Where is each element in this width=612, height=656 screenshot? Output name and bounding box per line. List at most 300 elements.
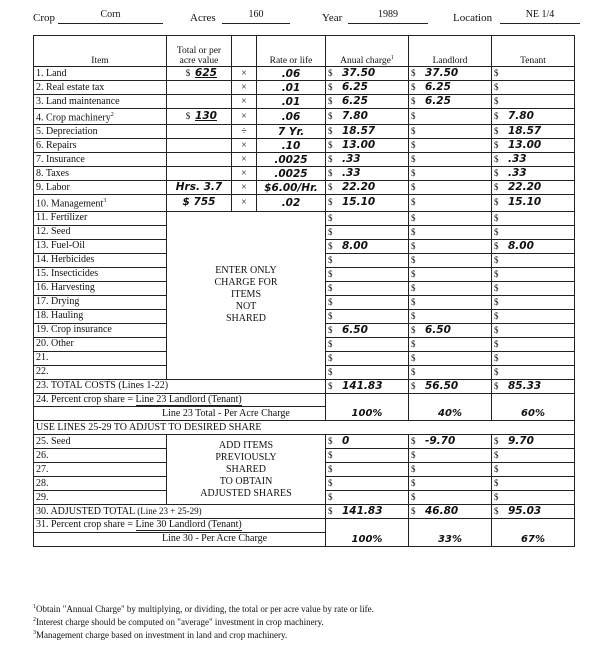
table-row [34,167,575,181]
annual-charge [326,253,409,267]
annual-charge-value: .33 [342,153,361,166]
total-costs-row [34,379,575,393]
dollar-sign: $ [328,240,333,251]
dollar-sign: $ [328,197,333,208]
dollar-sign: $ [494,254,499,265]
total-value: Hrs. 3.7 [167,181,232,195]
total-value: $ 625 [167,67,232,81]
dollar-sign: $ [494,282,499,293]
landlord-charge [409,253,492,267]
landlord-charge [409,81,492,95]
landlord-charge [409,281,492,295]
landlord-charge-value: 37.50 [425,67,459,79]
landlord-charge [409,337,492,351]
annual-charge [326,477,409,491]
operator: × [232,195,257,211]
dollar-sign: $ [411,450,416,461]
dollar-sign: $ [411,324,416,335]
annual-charge [326,239,409,253]
operator: × [232,139,257,153]
table-row [34,435,575,449]
landlord-charge [409,67,492,81]
dollar-sign: $ [328,310,333,321]
tenant-charge [492,491,575,505]
footnotes [33,602,374,641]
dollar-sign: $ [494,324,499,335]
tenant-charge-value: 9.70 [508,435,534,448]
annual-charge [326,309,409,323]
dollar-sign: $ [494,154,499,165]
row-label: 18. Hauling [34,309,167,323]
table-row [34,211,575,225]
annual-charge [326,109,409,125]
table-row [34,139,575,153]
tenant-charge [492,139,575,153]
dollar-sign: $ [411,268,416,279]
annual-charge-value: 13.00 [342,139,376,152]
dollar-sign: $ [411,212,416,223]
dollar-sign: $ [411,464,416,475]
dollar-sign: $ [494,182,499,193]
adjusted-landlord-value: 46.80 [425,505,459,518]
tenant-charge [492,295,575,309]
landlord-charge [409,139,492,153]
annual-charge [326,295,409,309]
row-label: 14. Herbicides [34,253,167,267]
landlord-charge [409,365,492,379]
footnote-1: $^1$Obtain "Annual Charge" by multiplying, or dividing, the total or per acre value by rate or life. [33,604,374,614]
dollar-sign: $ [328,268,333,279]
annual-charge [326,267,409,281]
landlord-charge [409,109,492,125]
operator: × [232,67,257,81]
dollar-sign: $ [411,182,416,193]
row-label: 27. [34,463,167,477]
row-label: 22. [34,365,167,379]
operator: ÷ [232,125,257,139]
dollar-sign: $ [411,96,416,106]
annual-charge-value: 6.50 [342,323,368,336]
row-label: 12. Seed [34,225,167,239]
tenant-charge [492,477,575,491]
annual-charge-value: 0 [342,435,350,448]
dollar-sign: $ [411,478,416,489]
row-label: 19. Crop insurance [34,323,167,337]
dollar-sign: $ [411,111,416,122]
row-label: 5. Depreciation [34,125,167,139]
dollar-sign: $ [494,126,499,137]
row-label: 4. Crop machinery$^2$ [34,109,167,125]
dollar-sign: $ [411,366,416,377]
total-landlord [409,379,492,393]
operator: × [232,109,257,125]
annual-charge [326,337,409,351]
total-value [167,167,232,181]
annual-charge [326,225,409,239]
landlord-charge [409,309,492,323]
tenant-charge [492,351,575,365]
pct-share-31-annual: 100% [326,519,409,547]
dollar-sign: $ [328,352,333,363]
dollar-sign: $ [411,226,416,237]
landlord-charge [409,491,492,505]
annual-charge-value: 15.10 [342,196,376,209]
total-value [167,125,232,139]
dollar-sign: $ [411,254,416,265]
dollar-sign: $ [411,380,416,391]
landlord-charge [409,195,492,211]
crop-label: Crop [33,12,55,24]
dollar-sign: $ [328,506,333,517]
total-value [167,95,232,109]
footnote-3: $^3$Management charge based on investment in land and crop machinery. [33,630,288,640]
tenant-charge [492,365,575,379]
rate-value: .06 [257,67,326,81]
tenant-charge [492,267,575,281]
annual-charge [326,323,409,337]
dollar-sign: $ [411,352,416,363]
rate-value: .0025 [257,167,326,181]
tenant-charge-value: .33 [508,167,527,180]
annual-charge [326,95,409,109]
pct-share-24-landlord: 40% [409,393,492,421]
rate-value: .10 [257,139,326,153]
tenant-charge [492,81,575,95]
tenant-charge [492,239,575,253]
adjusted-total-row [34,505,575,519]
landlord-charge [409,239,492,253]
dollar-sign: $ [411,197,416,208]
dollar-sign: $ [411,240,416,251]
annual-charge [326,365,409,379]
total-landlord-value: 56.50 [425,379,459,392]
operator: × [232,167,257,181]
year-label: Year [322,12,343,24]
dollar-sign: $ [494,268,499,279]
dollar-sign: $ [411,82,416,92]
landlord-charge [409,125,492,139]
row-label: 21. [34,351,167,365]
landlord-charge [409,211,492,225]
row-label: 1. Land [34,67,167,81]
budget-table [33,35,575,547]
tenant-charge [492,281,575,295]
tenant-charge-value: 18.57 [508,125,542,138]
pct-share-31-tenant: 67% [492,519,575,547]
landlord-charge [409,323,492,337]
tenant-charge-value: 7.80 [508,110,534,123]
tenant-charge [492,153,575,167]
year-value: 1989 [348,9,428,24]
table-row [34,181,575,195]
dollar-sign: $ [494,478,499,489]
tenant-charge-value: 15.10 [508,196,542,209]
table-row [34,81,575,95]
dollar-sign: $ [328,324,333,335]
dollar-sign: $ [328,478,333,489]
table-row [34,195,575,211]
total-annual [326,379,409,393]
row-label: 10. Management$^3$ [34,195,167,211]
location-value: NE 1/4 [500,9,580,24]
tenant-charge [492,67,575,81]
dollar-sign: $ [494,506,499,517]
acres-label: Acres [190,12,216,24]
dollar-sign: $ [328,296,333,307]
dollar-sign: $ [411,282,416,293]
row-label: 11. Fertilizer [34,211,167,225]
total-value: $ 130 [167,109,232,125]
tenant-charge [492,309,575,323]
pct-share-31-landlord: 33% [409,519,492,547]
tenant-charge [492,125,575,139]
rate-value: .02 [257,195,326,211]
tenant-charge [492,337,575,351]
landlord-charge [409,153,492,167]
dollar-sign: $ [328,450,333,461]
tenant-charge [492,181,575,195]
dollar-sign: $ [328,96,333,106]
dollar-sign: $ [328,226,333,237]
table-row [34,109,575,125]
dollar-sign: $ [411,310,416,321]
row-label: 2. Real estate tax [34,81,167,95]
rate-value: .01 [257,95,326,109]
row-label: 3. Land maintenance [34,95,167,109]
row-label: 17. Drying [34,295,167,309]
pct-share-31-row [34,519,575,533]
annual-charge [326,81,409,95]
dollar-sign: $ [494,366,499,377]
landlord-charge [409,449,492,463]
col-landlord: Landlord [409,36,492,67]
dollar-sign: $ [328,254,333,265]
total-tenant-value: 85.33 [508,379,542,392]
annual-charge [326,449,409,463]
dollar-sign: $ [328,366,333,377]
location-label: Location [453,12,493,24]
col-item: Item [34,36,167,67]
rate-value: 7 Yr. [257,125,326,139]
col-op [232,36,257,67]
table-row [34,67,575,81]
total-tenant [492,379,575,393]
tenant-charge [492,323,575,337]
col-annual: Anual charge$^1$ [326,36,409,67]
annual-charge [326,139,409,153]
pct-share-31-denominator: Line 30 - Per Acre Charge [34,532,326,546]
row-label: 16. Harvesting [34,281,167,295]
landlord-charge-value: 6.25 [425,95,451,107]
pct-share-31-label: 31. Percent crop share = Line 30 Landlord (Tenant) [34,519,326,533]
dollar-sign: $ [328,82,333,92]
annual-charge [326,351,409,365]
dollar-sign: $ [494,338,499,349]
dollar-sign: $ [494,226,499,237]
dollar-sign: $ [411,126,416,137]
dollar-sign: $ [328,140,333,151]
tenant-charge [492,109,575,125]
operator: × [232,95,257,109]
dollar-sign: $ [411,140,416,151]
pct-share-24-label: 24. Percent crop share = Line 23 Landlord (Tenant) [34,393,326,407]
dollar-sign: $ [328,212,333,223]
annual-charge-value: 37.50 [342,67,376,79]
pct-share-24-annual: 100% [326,393,409,421]
operator: × [232,181,257,195]
total-annual-value: 141.83 [342,379,383,392]
dollar-sign: $ [411,154,416,165]
dollar-sign: $ [494,436,499,447]
dollar-sign: $ [328,436,333,447]
adjusted-tenant-value: 95.03 [508,505,542,518]
landlord-charge [409,295,492,309]
adjusted-tenant [492,505,575,519]
annual-charge-value: 8.00 [342,239,368,252]
row-label: 20. Other [34,337,167,351]
annual-charge-value: 6.25 [342,95,368,107]
tenant-charge [492,225,575,239]
dollar-sign: $ [494,197,499,208]
tenant-charge [492,449,575,463]
row-label: 25. Seed [34,435,167,449]
add-items-box: ADD ITEMS PREVIOUSLY SHARED TO OBTAIN ADJUSTED SHARES [167,435,326,505]
adjusted-total-label: 30. ADJUSTED TOTAL (Line 23 + 25-29) [34,505,326,519]
adjust-heading-row [34,421,575,435]
annual-charge [326,125,409,139]
annual-charge-value: 7.80 [342,110,368,123]
tenant-charge-value: 22.20 [508,181,542,194]
dollar-sign: $ [494,352,499,363]
tenant-charge [492,253,575,267]
enter-only-box: ENTER ONLY CHARGE FOR ITEMS NOT SHARED [167,211,326,379]
annual-charge [326,463,409,477]
dollar-sign: $ [328,380,333,391]
dollar-sign: $ [494,310,499,321]
dollar-sign: $ [328,68,333,78]
dollar-sign: $ [411,168,416,179]
annual-charge-value: 6.25 [342,81,368,93]
total-value [167,153,232,167]
dollar-sign: $ [494,296,499,307]
landlord-charge [409,435,492,449]
tenant-charge [492,463,575,477]
row-label: 15. Insecticides [34,267,167,281]
tenant-charge [492,95,575,109]
dollar-sign: $ [494,111,499,122]
footnote-2: $^2$Interest charge should be computed on "average" investment in crop machinery. [33,617,324,627]
tenant-charge-value: .33 [508,153,527,166]
table-row [34,95,575,109]
column-header-row [34,36,575,67]
landlord-charge [409,463,492,477]
dollar-sign: $ [411,492,416,503]
pct-share-24-tenant: 60% [492,393,575,421]
dollar-sign: $ [411,296,416,307]
table-row [34,125,575,139]
pct-share-24-denominator: Line 23 Total - Per Acre Charge [34,407,326,421]
col-total: Total or per acre value [167,36,232,67]
annual-charge [326,153,409,167]
row-label: 8. Taxes [34,167,167,181]
landlord-charge [409,181,492,195]
crop-value: Corn [58,9,163,24]
annual-charge-value: 22.20 [342,181,376,194]
dollar-sign: $ [494,168,499,179]
dollar-sign: $ [494,96,499,106]
dollar-sign: $ [328,182,333,193]
rate-value: .06 [257,109,326,125]
dollar-sign: $ [328,282,333,293]
adjusted-annual [326,505,409,519]
form-header [0,8,612,30]
total-costs-label: 23. TOTAL COSTS (Lines 1-22) [34,379,326,393]
landlord-charge-value: -9.70 [425,435,456,448]
tenant-charge [492,167,575,181]
row-label: 26. [34,449,167,463]
tenant-charge-value: 8.00 [508,239,534,252]
operator: × [232,81,257,95]
rate-value: .0025 [257,153,326,167]
dollar-sign: $ [328,126,333,137]
annual-charge-value: 18.57 [342,125,376,138]
rate-value: .01 [257,81,326,95]
annual-charge [326,491,409,505]
dollar-sign: $ [411,68,416,78]
row-label: 13. Fuel-Oil [34,239,167,253]
dollar-sign: $ [411,436,416,447]
dollar-sign: $ [328,338,333,349]
total-value: $ 755 [167,195,232,211]
dollar-sign: $ [328,492,333,503]
row-label: 7. Insurance [34,153,167,167]
total-value [167,81,232,95]
annual-charge [326,67,409,81]
row-label: 6. Repairs [34,139,167,153]
adjusted-landlord [409,505,492,519]
table-row [34,153,575,167]
annual-charge [326,211,409,225]
dollar-sign: $ [494,450,499,461]
rate-value: $6.00/Hr. [257,181,326,195]
dollar-sign: $ [494,68,499,78]
landlord-charge [409,225,492,239]
dollar-sign: $ [494,240,499,251]
dollar-sign: $ [328,464,333,475]
landlord-charge [409,351,492,365]
row-label: 29. [34,491,167,505]
landlord-charge-value: 6.25 [425,81,451,93]
landlord-charge [409,167,492,181]
dollar-sign: $ [494,140,499,151]
adjusted-annual-value: 141.83 [342,505,383,518]
total-value [167,139,232,153]
annual-charge [326,167,409,181]
tenant-charge [492,211,575,225]
pct-share-24-row [34,393,575,407]
dollar-sign: $ [411,338,416,349]
landlord-charge-value: 6.50 [425,323,451,336]
dollar-sign: $ [328,168,333,179]
dollar-sign: $ [411,506,416,517]
annual-charge [326,435,409,449]
operator: × [232,153,257,167]
dollar-sign: $ [494,380,499,391]
tenant-charge [492,435,575,449]
dollar-sign: $ [494,492,499,503]
col-tenant: Tenant [492,36,575,67]
annual-charge [326,181,409,195]
